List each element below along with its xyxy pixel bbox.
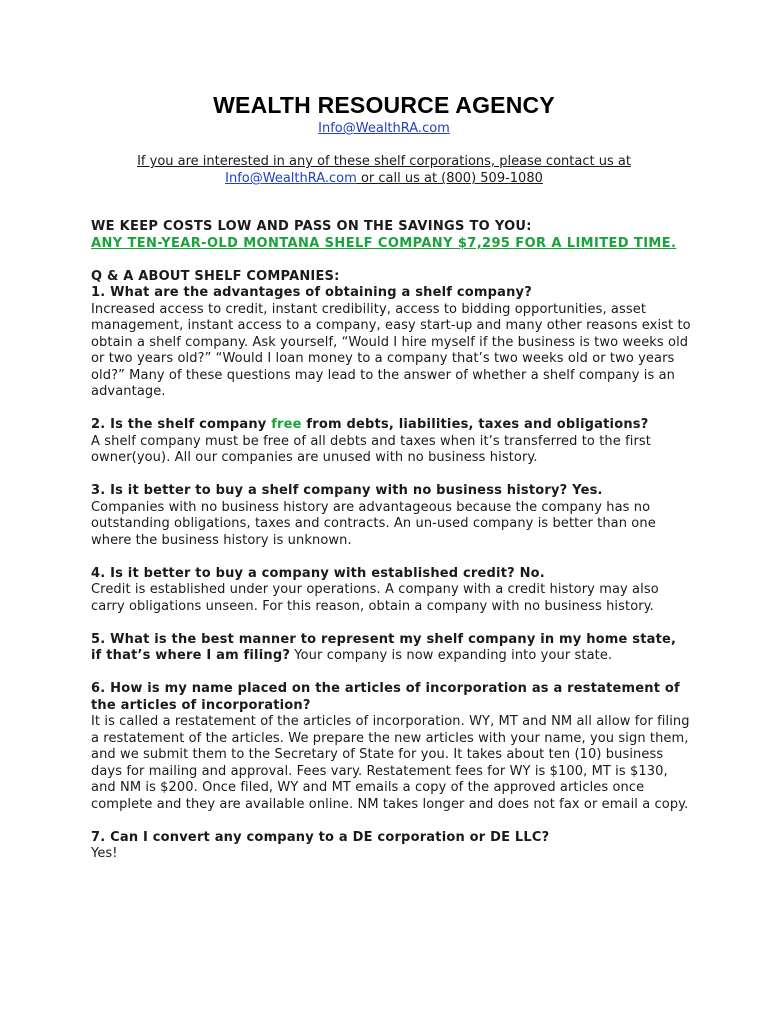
faq-answer-6: It is called a restatement of the articles of incorporation. WY, MT and NM all allow for filing a restatement of the articles. We prepare the new articles with your name, you sign them, and we submit them to the Secretary of State for you. It takes about ten (10) business days for mailing and approval. Fees vary. Restatement fees for WY is $100, MT is $130, and NM is $200. Once filed, WY and MT emails a copy of the approved articles once complete and they are available online. NM takes longer and does not fax or email a copy. <box>91 714 690 812</box>
faq-heading: Q & A ABOUT SHELF COMPANIES: <box>91 268 340 284</box>
faq-answer-3: Companies with no business history are advantageous because the company has no outstanding obligations, taxes and contracts. An un-used company is better than one where the business history is unknown. <box>91 499 656 548</box>
faq-question-5: 5. What is the best manner to represent my shelf company in my home state, if that’s where I am filing? <box>91 631 677 663</box>
faq-answer-1: Increased access to credit, instant credibility, access to bidding opportunities, asset management, instant access to a company, easy start-up and many other reasons exist to obtain a shelf company. Ask yourself, “Would I hire myself if the business is two weeks old or two years old?” “Would I loan money to a company that’s two weeks old or two years old?” Many of these questions may lead to the answer of whether a shelf company is an advantage. <box>91 301 691 399</box>
page-title: WEALTH RESOURCE AGENCY <box>213 92 555 118</box>
faq-question-2-post: from debts, liabilities, taxes and obligations? <box>301 417 649 432</box>
faq-question-4: 4. Is it better to buy a company with established credit? No. <box>91 565 545 581</box>
faq-answer-5: Your company is now expanding into your state. <box>290 648 613 663</box>
faq-answer-7: Yes! <box>91 846 118 861</box>
contact-email-link[interactable]: Info@WealthRA.com <box>225 171 357 186</box>
faq-question-2-free: free <box>271 417 302 432</box>
document-body <box>91 219 691 863</box>
contact-prefix: If you are interested in any of these shelf corporations, please contact us at <box>137 154 631 169</box>
header-email-link[interactable]: Info@WealthRA.com <box>318 121 450 136</box>
contact-paragraph <box>0 153 768 187</box>
faq-question-2 <box>91 417 691 434</box>
faq-question-2-pre: 2. Is the shelf company <box>91 417 272 432</box>
offer-promo: ANY TEN-YEAR-OLD MONTANA SHELF COMPANY $7,295 FOR A LIMITED TIME. <box>91 235 677 251</box>
offer-headline: WE KEEP COSTS LOW AND PASS ON THE SAVINGS TO YOU: <box>91 219 532 234</box>
contact-line-2 <box>0 170 768 187</box>
header-email-line <box>0 121 768 136</box>
faq-question-3: 3. Is it better to buy a shelf company with no business history? Yes. <box>91 483 603 498</box>
faq-question-1: 1. What are the advantages of obtaining a shelf company? <box>91 285 532 300</box>
faq-question-5-block <box>91 632 691 665</box>
contact-suffix: or call us at (800) 509-1080 <box>356 171 543 186</box>
faq-question-7: 7. Can I convert any company to a DE corporation or DE LLC? <box>91 829 550 845</box>
faq-answer-4: Credit is established under your operations. A company with a credit history may also carry obligations unseen. For this reason, obtain a company with no business history. <box>91 582 659 614</box>
faq-question-6: 6. How is my name placed on the articles of incorporation as a restatement of the articles of incorporation? <box>91 681 680 713</box>
faq-answer-2: A shelf company must be free of all debts and taxes when it’s transferred to the first owner(you). All our companies are unused with no business history. <box>91 433 651 465</box>
